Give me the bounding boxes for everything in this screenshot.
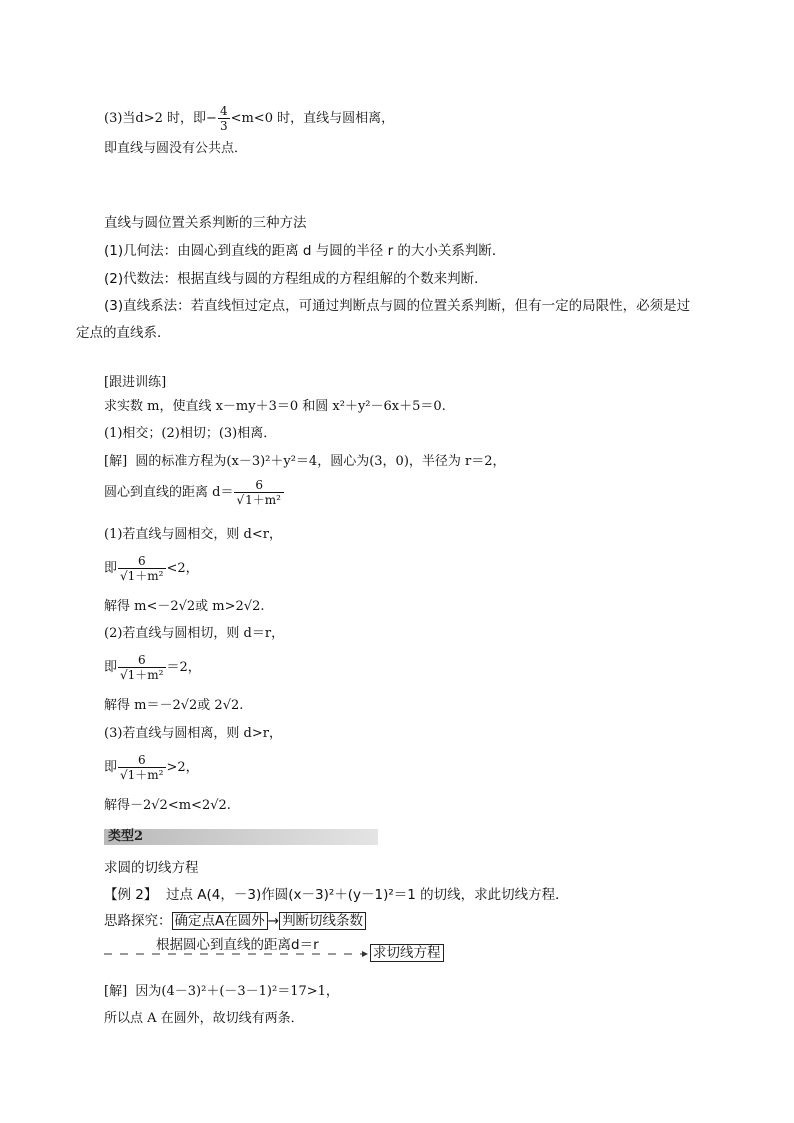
exercise-q2: (1)相交；(2)相切；(3)相离．	[104, 426, 277, 441]
frac-num: 4	[219, 104, 228, 118]
solution-line1	[104, 453, 506, 471]
dashed-arrow	[104, 948, 368, 958]
step4-box: 求切线方程	[370, 944, 444, 962]
type2-solution-line2: 所以点 A 在圆外，故切线有两条．	[104, 1011, 304, 1026]
section-badge	[104, 829, 378, 845]
case2: (2)若直线与圆相切，则 d＝r，	[104, 626, 285, 641]
case3-result: 解得－2√2<m<2√2.	[104, 798, 231, 813]
distance-line	[104, 478, 285, 507]
radicand: 1＋m²	[245, 493, 281, 507]
ji-label: 即	[104, 760, 118, 775]
distance-prefix: 圆心到直线的距离 d＝	[104, 485, 234, 500]
case3-ineq	[104, 753, 199, 782]
exercise-tag: [跟进训练]	[104, 375, 167, 390]
frac-num: 6	[137, 554, 146, 568]
solution-tag: [解]	[104, 454, 128, 469]
solution-tag: [解]	[104, 984, 128, 999]
radicand: 1＋m²	[127, 569, 164, 583]
badge-label: 类型2	[108, 829, 144, 844]
case2-result: 解得 m＝－2√2或 2√2.	[104, 698, 244, 713]
type2-title: 求圆的切线方程	[104, 860, 199, 876]
ineq-rest: <2，	[166, 561, 199, 576]
exercise-q1: 求实数 m，使直线 x－my＋3＝0 和圆 x²＋y²－6x＋5＝0.	[104, 399, 446, 414]
radicand: 1＋m²	[127, 668, 164, 682]
thinking-label: 思路探究：	[104, 913, 172, 929]
arrow-icon: →	[267, 913, 280, 929]
part3-line1	[104, 104, 394, 133]
ji-label: 即	[104, 561, 118, 576]
frac-num: 6	[137, 753, 146, 767]
part3-prefix: (3)当	[104, 111, 136, 126]
radicand: 1＋m²	[127, 768, 164, 782]
thinking-line	[104, 912, 366, 930]
fraction	[118, 753, 165, 782]
dashed-arrow-icon	[104, 949, 368, 959]
methods-item3b: 定点的直线系．	[76, 325, 171, 341]
solution-text: 圆的标准方程为(x－3)²＋y²＝4，圆心为(3，0)，半径为 r＝2，	[135, 454, 506, 469]
frac-num: 6	[137, 653, 146, 667]
fraction	[118, 653, 165, 682]
methods-item3a: (3)直线系法：若直线恒过定点，可通过判断点与圆的位置关系判断，但有一定的局限性，必须是过	[104, 298, 691, 314]
step1-box: 确定点A在圆外	[172, 912, 268, 930]
fraction-4-3	[218, 104, 230, 133]
step2-box: 判断切线条数	[279, 912, 366, 930]
eq-rest: ＝2，	[166, 660, 201, 675]
ji-label: 即	[104, 660, 118, 675]
fraction	[118, 554, 165, 583]
frac-den: √1＋m²	[120, 768, 164, 782]
ineq-rest: >2，	[166, 760, 199, 775]
distance-fraction	[234, 478, 283, 507]
frac-den: √1＋m²	[120, 569, 164, 583]
solution-text: 因为(4－3)²＋(－3－1)²＝17>1，	[135, 984, 339, 999]
frac-den: √1＋m²	[120, 668, 164, 682]
part3-rest: <m<0 时，直线与圆相离，	[230, 111, 395, 126]
frac-num: 6	[255, 478, 264, 492]
example-text: 过点 A(4，－3)作圆(x－3)²＋(y－1)²＝1 的切线，求此切线方程．	[165, 887, 569, 903]
case1: (1)若直线与圆相交，则 d<r，	[104, 527, 282, 542]
case1-result: 解得 m<－2√2或 m>2√2.	[104, 599, 265, 614]
case1-ineq	[104, 554, 199, 583]
part3-line2: 即直线与圆没有公共点．	[104, 141, 248, 156]
part3-cond: d>2 时，即−	[135, 111, 217, 126]
methods-item1: (1)几何法：由圆心到直线的距离 d 与圆的半径 r 的大小关系判断．	[104, 243, 506, 259]
step3-label: 根据圆心到直线的距离d＝r	[156, 937, 319, 953]
frac-den: √1＋m²	[234, 492, 283, 507]
example-tag: 【例 2】	[104, 887, 158, 903]
type2-solution-line1	[104, 983, 339, 1001]
frac-den: 3	[219, 119, 228, 133]
example-line	[104, 886, 569, 904]
case3: (3)若直线与圆相离，则 d>r，	[104, 726, 282, 741]
case2-eq	[104, 653, 201, 682]
step4-wrap	[370, 944, 444, 962]
methods-item2: (2)代数法：根据直线与圆的方程组成的方程组解的个数来判断．	[104, 271, 488, 287]
methods-title: 直线与圆位置关系判断的三种方法	[104, 215, 307, 231]
